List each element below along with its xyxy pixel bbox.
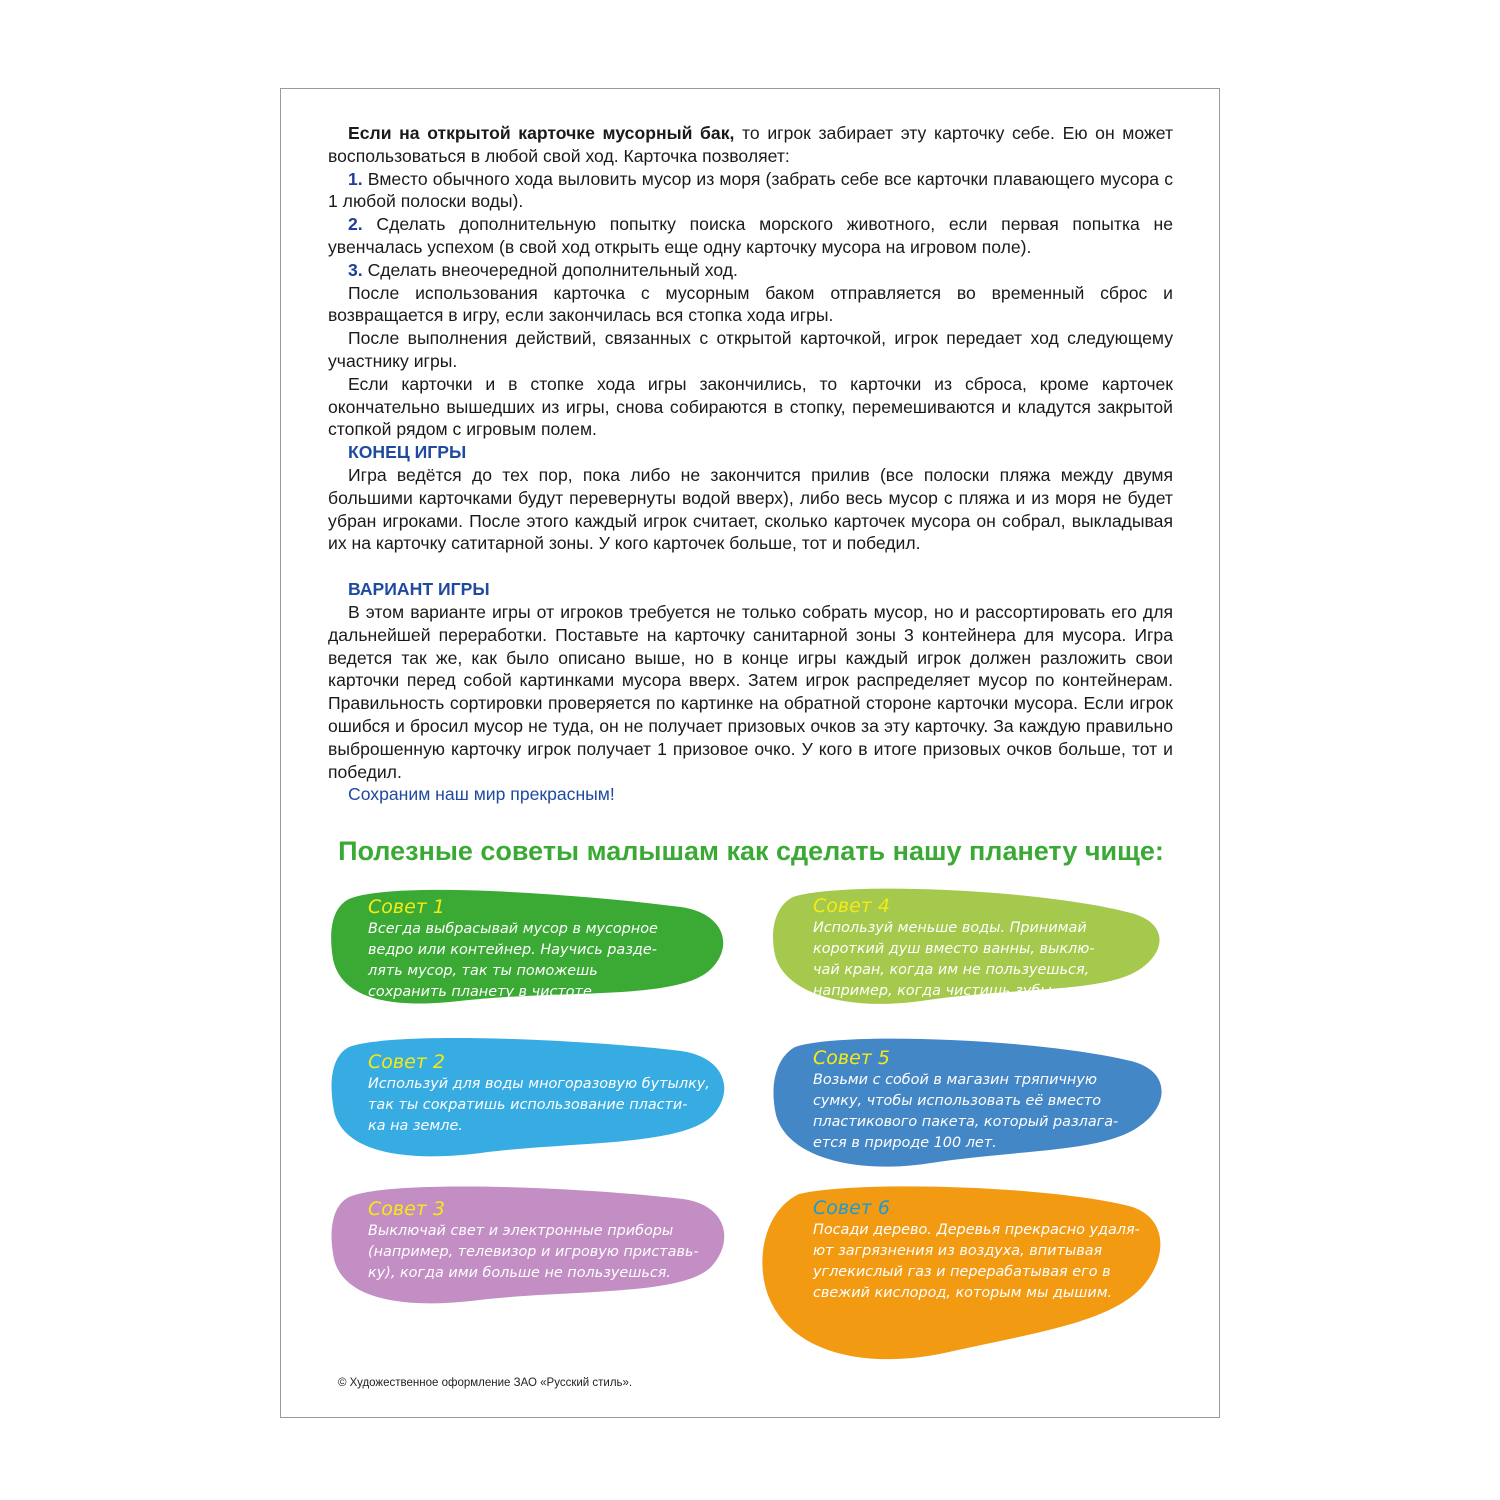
- tip-line: ведро или контейнер. Научись разде-: [368, 942, 657, 958]
- tip-4-title: Совет 4: [813, 895, 890, 917]
- intro-paragraph: [328, 122, 1173, 168]
- tip-line: сумку, чтобы использовать её вместо: [813, 1093, 1102, 1109]
- tip-line: Всегда выбрасывай мусор в мусорное: [368, 921, 658, 937]
- variant-heading: ВАРИАНТ ИГРЫ: [348, 579, 490, 600]
- action-text: Сделать дополнительную попытку поиска морского животного, если первая попытка не увенчалась успехом (в свой ход открыть еще одну карточку мусора на игровом поле).: [328, 214, 1173, 257]
- tip-line: ку), когда ими больше не пользуешься.: [368, 1265, 672, 1281]
- rules-text: [328, 122, 1173, 806]
- action-text: Вместо обычного хода выловить мусор из моря (забрать себе все карточки плавающего мусора с 1 любой полоски воды).: [328, 168, 1173, 212]
- tip-6-title: Совет 6: [813, 1197, 890, 1219]
- action-text: Сделать внеочередной дополнительный ход.: [362, 259, 738, 280]
- action-item: [328, 213, 1173, 259]
- tip-line: Используй меньше воды. Принимай: [813, 920, 1087, 936]
- tip-line: сохранить планету в чистоте.: [368, 984, 597, 1000]
- tip-2-title: Совет 2: [368, 1051, 445, 1073]
- tip-5: [813, 1047, 1118, 1154]
- tip-line: ют загрязнения из воздуха, впитывая: [813, 1243, 1103, 1259]
- tip-line: Посади дерево. Деревья прекрасно удаля-: [813, 1222, 1140, 1238]
- action-item: [328, 259, 1173, 282]
- tip-1-title: Совет 1: [368, 896, 445, 918]
- tip-line: Используй для воды многоразовую бутылку,: [368, 1076, 710, 1092]
- tip-line: пластикового пакета, который разлага-: [813, 1114, 1119, 1130]
- tip-6: [813, 1197, 1140, 1304]
- copyright-notice: © Художественное оформление ЗАО «Русский стиль».: [338, 1377, 633, 1389]
- slogan: Сохраним наш мир прекрасным!: [348, 784, 615, 805]
- action-number: 2.: [348, 214, 363, 235]
- tip-line: ка на земле.: [368, 1118, 463, 1134]
- tip-2: [368, 1051, 710, 1137]
- tip-line: лять мусор, так ты поможешь: [368, 963, 598, 979]
- rules-paragraph: После использования карточка с мусорным баком отправляется во временный сброс и возвращается в игру, если закончилась вся стопка хода игры.: [328, 282, 1173, 326]
- tip-line: так ты сократишь использование пласти-: [368, 1097, 688, 1113]
- tip-line: чай кран, когда им не пользуешься,: [813, 962, 1090, 978]
- tip-line: Возьми с собой в магазин тряпичную: [813, 1072, 1097, 1088]
- action-number: 1.: [348, 168, 363, 189]
- tips-title: Полезные советы малышам как сделать нашу планету чище:: [338, 836, 1164, 866]
- variant-text: В этом варианте игры от игроков требуется не только собрать мусор, но и рассортировать его для дальнейшей переработки. Поставьте на карточку санитарной зоны 3 контейнера для мусора. Игра ведется так же, как было описано выше, но в конце игры каждый игрок должен разложить свои карточки перед собой картинками мусора вверх. Затем игрок распределяет мусор по контейнерам. Правильность сортировки проверяется по картинке на обратной стороне карточки мусора. Если игрок ошибся и бросил мусор не туда, он не получает призовых очков за эту карточку. За каждую правильно выброшенную карточку игрок получает 1 призовое очко. У кого в итоге призовых очков больше, тот и победил.: [328, 601, 1173, 782]
- tip-3-title: Совет 3: [368, 1198, 445, 1220]
- action-number: 3.: [348, 259, 363, 280]
- tip-line: например, когда чистишь зубы.: [813, 983, 1057, 999]
- tip-line: ется в природе 100 лет.: [813, 1135, 997, 1151]
- tip-1: [368, 896, 658, 1003]
- rules-paragraph: После выполнения действий, связанных с открытой карточкой, игрок передает ход следующему участнику игры.: [328, 328, 1173, 371]
- end-game-text: Игра ведётся до тех пор, пока либо не закончится прилив (все полоски пляжа между двумя большими карточками будут перевернуты водой вверх), либо весь мусор с пляжа и из моря не будет убран игроками. После этого каждый игрок считает, сколько карточек мусора он собрал, выкладывая их на карточку сатитарной зоны. У кого карточек больше, тот и победил.: [328, 464, 1173, 554]
- intro-rest: то игрок забирает эту карточку себе. Ею он может воспользоваться в любой свой ход. Карточка позволяет:: [328, 123, 1174, 166]
- tip-3: [368, 1198, 699, 1284]
- tip-line: углекислый газ и перерабатывая его в: [813, 1264, 1111, 1280]
- tip-line: короткий душ вместо ванны, выклю-: [813, 941, 1095, 957]
- instruction-sheet: [280, 88, 1220, 1418]
- intro-lead: Если на открытой карточке мусорный бак,: [348, 123, 735, 143]
- tip-line: (например, телевизор и игровую приставь-: [368, 1244, 699, 1260]
- tip-5-title: Совет 5: [813, 1047, 890, 1069]
- rules-paragraph: Если карточки и в стопке хода игры закончились, то карточки из сброса, кроме карточек окончательно вышедших из игры, снова собираются в стопку, перемешиваются и кладутся закрытой стопкой рядом с игровым полем.: [328, 373, 1173, 440]
- end-game-heading: КОНЕЦ ИГРЫ: [348, 442, 467, 463]
- tip-4: [813, 895, 1095, 1002]
- tip-line: свежий кислород, которым мы дышим.: [813, 1285, 1113, 1301]
- action-item: [328, 168, 1173, 214]
- tip-line: Выключай свет и электронные приборы: [368, 1223, 674, 1239]
